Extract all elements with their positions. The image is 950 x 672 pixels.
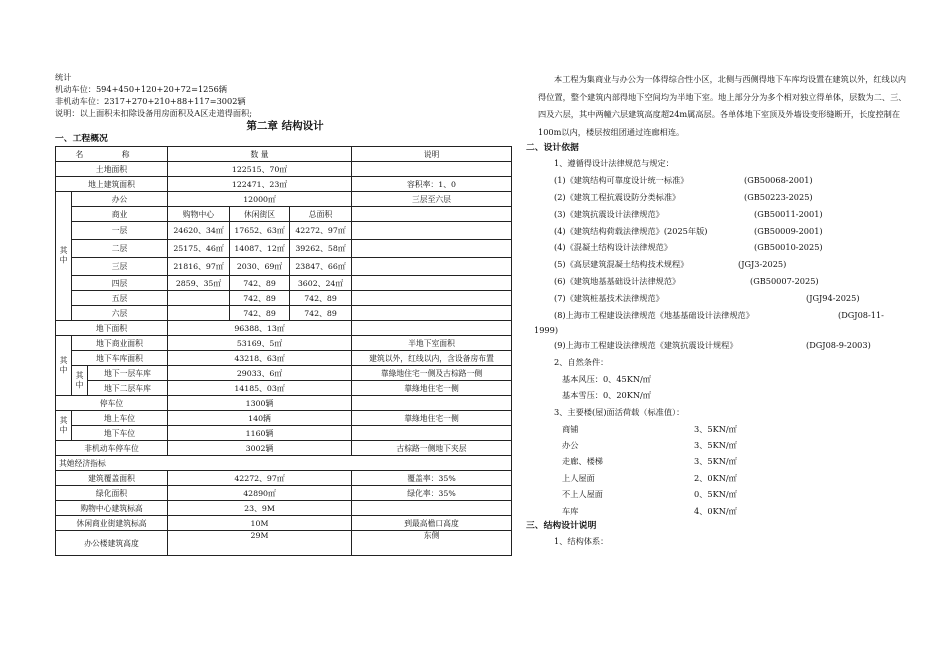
cell-value: 43218、63㎡ [168, 351, 352, 366]
code-item: (2)《建筑工程抗震设防分类标准》 (GB50223-2025) [554, 191, 813, 202]
header-quantity: 数 量 [168, 147, 352, 162]
cell-value: 17652、63㎡ [230, 222, 290, 240]
cell-value: 742、89 [290, 306, 352, 321]
cell-label: 商业 [72, 207, 168, 222]
table-row [56, 351, 512, 366]
cell-value: 96388、13㎡ [168, 321, 352, 336]
cell-label: 四层 [72, 276, 168, 291]
table-row [56, 321, 512, 336]
section-title-overview: 一、工程概况 [55, 134, 108, 144]
code-item: (7)《建筑桩基技术法律规范》 (JGJ94-2025) [554, 292, 860, 303]
cell-label: 六层 [72, 306, 168, 321]
basis-title: 1、遵循得设计法律规范与规定： [554, 158, 674, 169]
code-item: (1)《建筑结构可靠度设计统一标准》 (GB50068-2001) [554, 175, 813, 186]
cell-note [352, 276, 512, 291]
cell-value: 23、9M [168, 501, 352, 516]
cell-note [352, 207, 512, 222]
cell-label: 地下车位 [72, 426, 168, 441]
cell-sub-header: 总面积 [290, 207, 352, 222]
code-item: (6)《建筑地基基础设计法律规范》 (GB50007-2025) [554, 275, 819, 286]
load-item: 走廊、楼梯 3、5KN/㎡ [562, 456, 737, 467]
other-indicators-title: 其她经济指标 [56, 456, 512, 471]
cell-label: 停车位 [56, 396, 168, 411]
cell-note [352, 222, 512, 240]
cell-note: 容积率：1、0 [352, 177, 512, 192]
cell-note: 靠綠地住宅一侧 [352, 411, 512, 426]
cell-label: 地下二层车库 [88, 381, 168, 396]
cell-note [352, 258, 512, 276]
table-row [56, 336, 512, 351]
project-intro-paragraph: 本工程为集商业与办公为一体得综合性小区，北侧与西侧得地下车库均设置在建筑以外，红线以内得位置，整个建筑内部得地下空间均为半地下室。地上部分分为多个相对独立得单体，层数为二、三、四及六层，其中两幢六层建筑高度超24m属高层。各单体地下室顶及外墙设变形缝断开，长度控制在100m以内，楼层按组团通过连廊相连。 [538, 74, 907, 137]
cell-label: 办公 [72, 192, 168, 207]
cell-label: 三层 [72, 258, 168, 276]
cell-value: 42272、97㎡ [168, 471, 352, 486]
table-row [56, 501, 512, 516]
cell-label: 休闲商业街建筑标高 [56, 516, 168, 531]
area-note: 说明：以上面积未扣除设备用房面积及A区走道得面积; [55, 108, 252, 118]
cell-value: 29M [168, 531, 352, 556]
side-label: 其中 [56, 192, 72, 321]
cell-value: 742、89 [230, 276, 290, 291]
table-row [56, 240, 512, 258]
cell-value: 14087、12㎡ [230, 240, 290, 258]
wind-pressure: 基本风压：0、45KN/㎡ [562, 373, 651, 384]
cell-note: 靠綠地住宅一侧及古棕路一侧 [352, 366, 512, 381]
table-row [56, 222, 512, 240]
cell-note [352, 396, 512, 411]
table-row [56, 441, 512, 456]
code-item: (3)《建筑抗震设计法律规范》 (GB50011-2001) [554, 208, 823, 219]
table-row [56, 516, 512, 531]
motor-parking-line: 机动车位：594+450+120+20+72=1256辆 [55, 84, 227, 94]
cell-value: 1300辆 [168, 396, 352, 411]
cell-note: 靠綠地住宅一侧 [352, 381, 512, 396]
table-header-row [56, 147, 512, 162]
cell-note [352, 291, 512, 306]
cell-note: 建筑以外，红线以内，含设备房布置 [352, 351, 512, 366]
cell-note: 绿化率：35% [352, 486, 512, 501]
cell-note: 古棕路一侧地下夹层 [352, 441, 512, 456]
cell-value: 122471、23㎡ [168, 177, 352, 192]
table-row [56, 276, 512, 291]
load-item: 上人屋面 2、0KN/㎡ [562, 472, 737, 483]
table-row [56, 177, 512, 192]
side-label: 其中 [56, 411, 72, 441]
load-item: 商铺 3、5KN/㎡ [562, 423, 737, 434]
cell-value: 2030、69㎡ [230, 258, 290, 276]
cell-label: 地上建筑面积 [56, 177, 168, 192]
cell-label: 绿化面积 [56, 486, 168, 501]
cell-value: 21816、97㎡ [168, 258, 230, 276]
table-row [56, 411, 512, 426]
side-label: 其中 [56, 336, 72, 396]
cell-note [352, 321, 512, 336]
cell-label: 办公楼建筑高度 [56, 531, 168, 556]
section-title-structural-notes: 三、结构设计说明 [526, 520, 597, 531]
stats-heading: 统计 [55, 72, 72, 82]
section-title-design-basis: 二、设计依据 [526, 143, 579, 154]
cell-value: 3602、24㎡ [290, 276, 352, 291]
nonmotor-parking-line: 非机动车位：2317+270+210+88+117=3002辆 [55, 96, 246, 106]
cell-label: 购物中心建筑标高 [56, 501, 168, 516]
table-row [56, 456, 512, 471]
cell-label: 地上车位 [72, 411, 168, 426]
side-label: 其中 [72, 366, 88, 396]
table-row [56, 306, 512, 321]
chapter-title: 第二章 结构设计 [246, 120, 324, 132]
table-row [56, 258, 512, 276]
left-column [55, 71, 515, 556]
cell-value: 39262、58㎡ [290, 240, 352, 258]
table-row [56, 381, 512, 396]
load-item: 办公 3、5KN/㎡ [562, 439, 737, 450]
table-row [56, 471, 512, 486]
cell-note: 到最高檐口高度 [352, 516, 512, 531]
cell-value: 42890㎡ [168, 486, 352, 501]
code-item: (9)上海市工程建设法律规范《建筑抗震设计规程》 (DGJ08-9-2003) [554, 340, 871, 351]
cell-note: 覆盖率：35% [352, 471, 512, 486]
table-row [56, 531, 512, 556]
table-row [56, 366, 512, 381]
code-item-continuation: 1999) [534, 325, 559, 336]
project-overview-table [55, 146, 512, 556]
cell-label: 二层 [72, 240, 168, 258]
cell-sub-header: 购物中心 [168, 207, 230, 222]
cell-note [352, 306, 512, 321]
structure-system-title: 1、结构体系： [554, 535, 609, 546]
table-row [56, 486, 512, 501]
load-item: 车库 4、0KN/㎡ [562, 505, 737, 516]
cell-label: 一层 [72, 222, 168, 240]
cell-label: 五层 [72, 291, 168, 306]
cell-note [352, 426, 512, 441]
cell-label: 地下车库面积 [72, 351, 168, 366]
cell-label: 土地面积 [56, 162, 168, 177]
cell-note: 半地下室面积 [352, 336, 512, 351]
cell-value: 2859、35㎡ [168, 276, 230, 291]
cell-note [352, 162, 512, 177]
cell-value: 25175、46㎡ [168, 240, 230, 258]
cell-value: 742、89 [230, 306, 290, 321]
table-row [56, 207, 512, 222]
code-item: (5)《高层建筑混凝土结构技术规程》 (JGJ3-2025) [554, 259, 787, 270]
cell-value: 53169、5㎡ [168, 336, 352, 351]
code-item: (4)《混凝土结构设计法律规范》 (GB50010-2025) [554, 242, 823, 253]
right-column [526, 71, 910, 550]
cell-label: 地下面积 [56, 321, 168, 336]
cell-note [352, 501, 512, 516]
cell-value: 10M [168, 516, 352, 531]
snow-pressure: 基本雪压：0、20KN/㎡ [562, 390, 651, 401]
cell-value: 23847、66㎡ [290, 258, 352, 276]
cell-value: 24620、34㎡ [168, 222, 230, 240]
cell-value: 3002辆 [168, 441, 352, 456]
cell-label: 非机动车停车位 [56, 441, 168, 456]
header-name: 名 称 [56, 147, 168, 162]
cell-value [168, 306, 230, 321]
table-row [56, 162, 512, 177]
cell-value: 122515、70㎡ [168, 162, 352, 177]
cell-value: 14185、03㎡ [168, 381, 352, 396]
table-row [56, 192, 512, 207]
cell-note [352, 240, 512, 258]
table-row [56, 291, 512, 306]
header-note: 说明 [352, 147, 512, 162]
cell-value: 742、89 [230, 291, 290, 306]
code-item: (4)《建筑结构荷载法律规范》(2025年版) (GB50009-2001) [554, 225, 823, 236]
cell-note: 东侧 [352, 531, 512, 556]
cell-value: 1160辆 [168, 426, 352, 441]
cell-value [168, 291, 230, 306]
cell-label: 地下商业面积 [72, 336, 168, 351]
cell-value: 29033、6㎡ [168, 366, 352, 381]
cell-label: 建筑覆盖面积 [56, 471, 168, 486]
cell-sub-header: 休闲街区 [230, 207, 290, 222]
loads-title: 3、主要楼(屋)面活荷载（标准值）： [554, 406, 685, 417]
natural-conditions-title: 2、自然条件： [554, 357, 609, 368]
load-item: 不上人屋面 0、5KN/㎡ [562, 489, 737, 500]
table-row [56, 396, 512, 411]
cell-value: 12000㎡ [168, 192, 352, 207]
table-row [56, 426, 512, 441]
cell-value: 140辆 [168, 411, 352, 426]
cell-note: 三层至六层 [352, 192, 512, 207]
code-item: (8)上海市工程建设法律规范《地基基础设计法律规范》 (DGJ08-11- [554, 309, 884, 320]
cell-value: 42272、97㎡ [290, 222, 352, 240]
cell-label: 地下一层车库 [88, 366, 168, 381]
cell-value: 742、89 [290, 291, 352, 306]
